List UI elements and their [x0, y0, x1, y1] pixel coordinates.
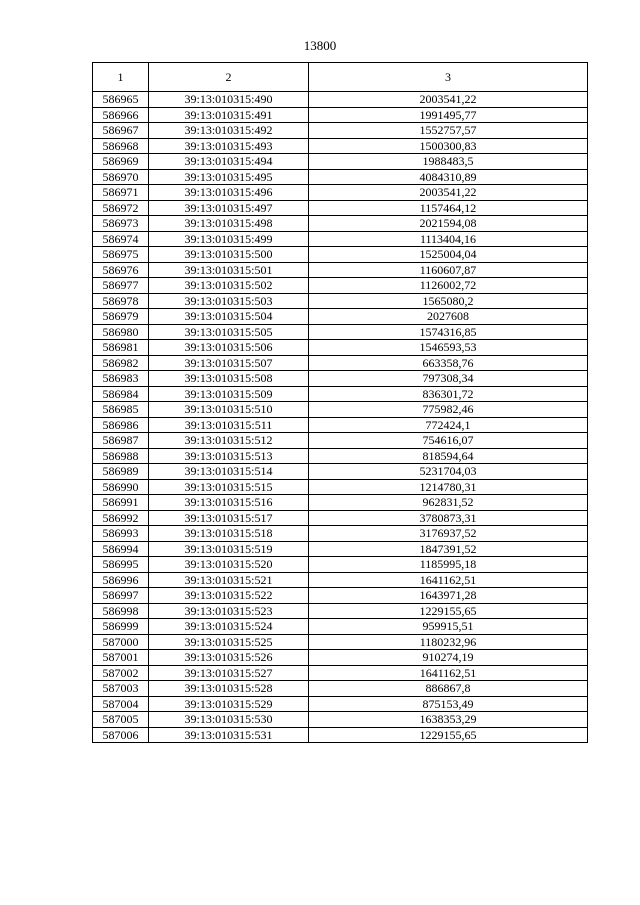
cadastral-number-cell: 39:13:010315:491: [149, 107, 309, 123]
table-row: [93, 200, 588, 216]
row-number-cell: 587002: [93, 665, 149, 681]
cadastral-number-cell: 39:13:010315:492: [149, 123, 309, 139]
cadastral-number-cell: 39:13:010315:490: [149, 92, 309, 108]
cadastral-value-cell: 3176937,52: [309, 526, 588, 542]
cadastral-value-cell: 775982,46: [309, 402, 588, 418]
column-header-1: 1: [93, 63, 149, 92]
cadastral-number-cell: 39:13:010315:518: [149, 526, 309, 542]
cadastral-number-cell: 39:13:010315:528: [149, 681, 309, 697]
row-number-cell: 586966: [93, 107, 149, 123]
cadastral-number-cell: 39:13:010315:499: [149, 231, 309, 247]
row-number-cell: 587005: [93, 712, 149, 728]
row-number-cell: 586989: [93, 464, 149, 480]
row-number-cell: 587000: [93, 634, 149, 650]
row-number-cell: 586999: [93, 619, 149, 635]
cadastral-value-cell: 1113404,16: [309, 231, 588, 247]
cadastral-number-cell: 39:13:010315:498: [149, 216, 309, 232]
row-number-cell: 586993: [93, 526, 149, 542]
cadastral-number-cell: 39:13:010315:513: [149, 448, 309, 464]
cadastral-number-cell: 39:13:010315:520: [149, 557, 309, 573]
table-row: [93, 169, 588, 185]
row-number-cell: 586974: [93, 231, 149, 247]
row-number-cell: 586973: [93, 216, 149, 232]
table-row: [93, 526, 588, 542]
table-row: [93, 185, 588, 201]
table-row: [93, 123, 588, 139]
cadastral-value-cell: 1991495,77: [309, 107, 588, 123]
table-row: [93, 619, 588, 635]
cadastral-value-cell: 754616,07: [309, 433, 588, 449]
cadastral-value-cell: 962831,52: [309, 495, 588, 511]
row-number-cell: 586991: [93, 495, 149, 511]
cadastral-value-cell: 1546593,53: [309, 340, 588, 356]
table-row: [93, 603, 588, 619]
table-row: [93, 727, 588, 743]
row-number-cell: 586994: [93, 541, 149, 557]
cadastral-number-cell: 39:13:010315:495: [149, 169, 309, 185]
cadastral-value-cell: 1180232,96: [309, 634, 588, 650]
cadastral-number-cell: 39:13:010315:523: [149, 603, 309, 619]
row-number-cell: 586983: [93, 371, 149, 387]
row-number-cell: 586998: [93, 603, 149, 619]
cadastral-value-cell: 886867,8: [309, 681, 588, 697]
table-row: [93, 448, 588, 464]
row-number-cell: 586976: [93, 262, 149, 278]
table-row: [93, 588, 588, 604]
cadastral-value-cell: 1988483,5: [309, 154, 588, 170]
table-row: [93, 479, 588, 495]
cadastral-number-cell: 39:13:010315:515: [149, 479, 309, 495]
table-row: [93, 572, 588, 588]
cadastral-value-cell: 1552757,57: [309, 123, 588, 139]
table-row: [93, 712, 588, 728]
column-header-3: 3: [309, 63, 588, 92]
cadastral-value-cell: 1126002,72: [309, 278, 588, 294]
table-row: [93, 138, 588, 154]
cadastral-value-cell: 2003541,22: [309, 92, 588, 108]
row-number-cell: 586982: [93, 355, 149, 371]
table-row: [93, 309, 588, 325]
row-number-cell: 587001: [93, 650, 149, 666]
cadastral-number-cell: 39:13:010315:530: [149, 712, 309, 728]
cadastral-value-cell: 1643971,28: [309, 588, 588, 604]
cadastral-value-cell: 959915,51: [309, 619, 588, 635]
table-row: [93, 231, 588, 247]
cadastral-value-cell: 1641162,51: [309, 665, 588, 681]
cadastral-number-cell: 39:13:010315:529: [149, 696, 309, 712]
cadastral-number-cell: 39:13:010315:522: [149, 588, 309, 604]
cadastral-number-cell: 39:13:010315:505: [149, 324, 309, 340]
cadastral-number-cell: 39:13:010315:506: [149, 340, 309, 356]
cadastral-value-cell: 1160607,87: [309, 262, 588, 278]
row-number-cell: 586988: [93, 448, 149, 464]
table-row: [93, 154, 588, 170]
cadastral-number-cell: 39:13:010315:526: [149, 650, 309, 666]
cadastral-number-cell: 39:13:010315:509: [149, 386, 309, 402]
cadastral-value-cell: 2021594,08: [309, 216, 588, 232]
cadastral-number-cell: 39:13:010315:514: [149, 464, 309, 480]
row-number-cell: 586968: [93, 138, 149, 154]
row-number-cell: 586985: [93, 402, 149, 418]
cadastral-value-cell: 797308,34: [309, 371, 588, 387]
cadastral-number-cell: 39:13:010315:525: [149, 634, 309, 650]
cadastral-number-cell: 39:13:010315:531: [149, 727, 309, 743]
row-number-cell: 586980: [93, 324, 149, 340]
table-row: [93, 247, 588, 263]
table-row: [93, 293, 588, 309]
table-row: [93, 324, 588, 340]
cadastral-number-cell: 39:13:010315:524: [149, 619, 309, 635]
row-number-cell: 586981: [93, 340, 149, 356]
row-number-cell: 586996: [93, 572, 149, 588]
cadastral-number-cell: 39:13:010315:511: [149, 417, 309, 433]
table-row: [93, 340, 588, 356]
column-header-2: 2: [149, 63, 309, 92]
cadastral-value-cell: 5231704,03: [309, 464, 588, 480]
cadastral-value-cell: 1185995,18: [309, 557, 588, 573]
cadastral-value-cell: 836301,72: [309, 386, 588, 402]
table-header: [93, 63, 588, 92]
cadastral-number-cell: 39:13:010315:502: [149, 278, 309, 294]
cadastral-number-cell: 39:13:010315:497: [149, 200, 309, 216]
row-number-cell: 586990: [93, 479, 149, 495]
cadastral-value-cell: 2027608: [309, 309, 588, 325]
cadastral-number-cell: 39:13:010315:512: [149, 433, 309, 449]
cadastral-value-cell: 1214780,31: [309, 479, 588, 495]
row-number-cell: 586992: [93, 510, 149, 526]
cadastral-number-cell: 39:13:010315:503: [149, 293, 309, 309]
table-row: [93, 696, 588, 712]
cadastral-value-cell: 1229155,65: [309, 727, 588, 743]
cadastral-value-cell: 1574316,85: [309, 324, 588, 340]
cadastral-number-cell: 39:13:010315:493: [149, 138, 309, 154]
row-number-cell: 586975: [93, 247, 149, 263]
row-number-cell: 586977: [93, 278, 149, 294]
table-row: [93, 278, 588, 294]
row-number-cell: 586967: [93, 123, 149, 139]
row-number-cell: 586986: [93, 417, 149, 433]
table-row: [93, 495, 588, 511]
row-number-cell: 586978: [93, 293, 149, 309]
row-number-cell: 587004: [93, 696, 149, 712]
row-number-cell: 586972: [93, 200, 149, 216]
header-row: [93, 63, 588, 92]
cadastral-value-cell: 663358,76: [309, 355, 588, 371]
table-row: [93, 665, 588, 681]
table-row: [93, 541, 588, 557]
table-row: [93, 510, 588, 526]
table-row: [93, 557, 588, 573]
cadastral-number-cell: 39:13:010315:521: [149, 572, 309, 588]
row-number-cell: 587003: [93, 681, 149, 697]
cadastral-number-cell: 39:13:010315:501: [149, 262, 309, 278]
cadastral-value-cell: 910274,19: [309, 650, 588, 666]
cadastral-value-cell: 818594,64: [309, 448, 588, 464]
cadastral-number-cell: 39:13:010315:517: [149, 510, 309, 526]
table-row: [93, 355, 588, 371]
cadastral-value-cell: 1847391,52: [309, 541, 588, 557]
cadastral-number-cell: 39:13:010315:496: [149, 185, 309, 201]
table-row: [93, 371, 588, 387]
table-row: [93, 216, 588, 232]
page-number: 13800: [303, 38, 337, 53]
table-row: [93, 681, 588, 697]
cadastral-value-cell: 772424,1: [309, 417, 588, 433]
cadastral-number-cell: 39:13:010315:527: [149, 665, 309, 681]
cadastral-value-cell: 1525004,04: [309, 247, 588, 263]
row-number-cell: 587006: [93, 727, 149, 743]
row-number-cell: 586984: [93, 386, 149, 402]
cadastral-number-cell: 39:13:010315:516: [149, 495, 309, 511]
cadastral-number-cell: 39:13:010315:504: [149, 309, 309, 325]
cadastral-value-cell: 875153,49: [309, 696, 588, 712]
row-number-cell: 586995: [93, 557, 149, 573]
row-number-cell: 586970: [93, 169, 149, 185]
row-number-cell: 586969: [93, 154, 149, 170]
table-row: [93, 417, 588, 433]
table-row: [93, 262, 588, 278]
table-row: [93, 92, 588, 108]
cadastral-number-cell: 39:13:010315:508: [149, 371, 309, 387]
row-number-cell: 586971: [93, 185, 149, 201]
row-number-cell: 586979: [93, 309, 149, 325]
table-body: [93, 92, 588, 743]
table-row: [93, 433, 588, 449]
table-row: [93, 464, 588, 480]
table-row: [93, 650, 588, 666]
cadastral-number-cell: 39:13:010315:500: [149, 247, 309, 263]
cadastral-number-cell: 39:13:010315:510: [149, 402, 309, 418]
cadastral-value-cell: 2003541,22: [309, 185, 588, 201]
cadastral-value-cell: 1229155,65: [309, 603, 588, 619]
table-row: [93, 402, 588, 418]
cadastral-value-cell: 1500300,83: [309, 138, 588, 154]
row-number-cell: 586997: [93, 588, 149, 604]
cadastral-number-cell: 39:13:010315:507: [149, 355, 309, 371]
table-row: [93, 107, 588, 123]
cadastral-value-cell: 1641162,51: [309, 572, 588, 588]
table-row: [93, 386, 588, 402]
row-number-cell: 586965: [93, 92, 149, 108]
cadastral-value-cell: 4084310,89: [309, 169, 588, 185]
cadastral-value-cell: 1565080,2: [309, 293, 588, 309]
cadastral-number-cell: 39:13:010315:494: [149, 154, 309, 170]
cadastral-value-cell: 1157464,12: [309, 200, 588, 216]
row-number-cell: 586987: [93, 433, 149, 449]
cadastral-value-cell: 1638353,29: [309, 712, 588, 728]
cadastral-value-cell: 3780873,31: [309, 510, 588, 526]
cadastral-value-table: [92, 62, 588, 743]
cadastral-number-cell: 39:13:010315:519: [149, 541, 309, 557]
table-row: [93, 634, 588, 650]
